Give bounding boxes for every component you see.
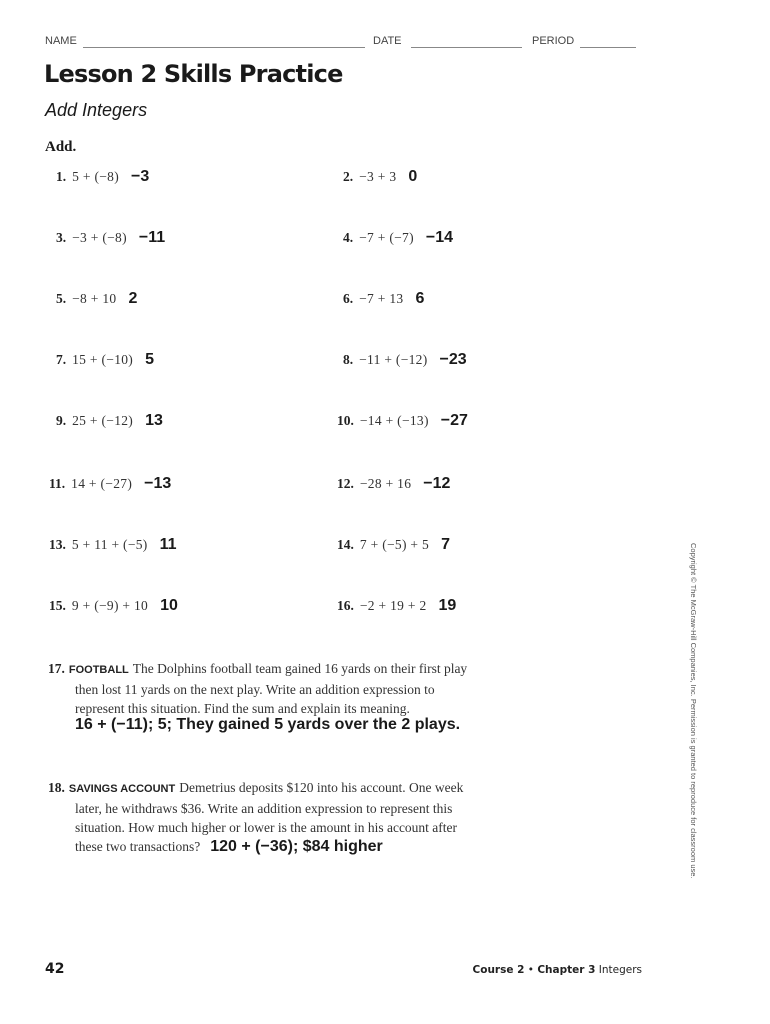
problem: [56, 290, 137, 308]
problem-expression: −3 + (−8): [72, 230, 127, 245]
problem-expression: −3 + 3: [359, 169, 397, 184]
problem: [56, 412, 163, 430]
problem-category: FOOTBALL: [68, 664, 129, 676]
problem-expression: 9 + (−9) + 10: [71, 598, 149, 613]
date-line: [411, 47, 522, 48]
problem-category: SAVINGS ACCOUNT: [68, 783, 176, 795]
problem-text: situation. How much higher or lower is the amount in his account after: [75, 820, 458, 835]
problem-number: 3.: [56, 230, 67, 245]
problem-number: 10.: [337, 413, 354, 428]
word-problem-savings: [48, 778, 568, 856]
problem-expression: 25 + (−12): [72, 413, 134, 428]
problem-text: these two transactions?: [75, 839, 201, 854]
page-number: 42: [45, 961, 65, 977]
date-label: DATE: [373, 35, 402, 47]
instruction: Add.: [45, 139, 77, 155]
problem: [56, 168, 149, 186]
page-title: Lesson 2 Skills Practice: [44, 60, 343, 88]
problem-answer: 16 + (−11); 5; They gained 5 yards over the 2 plays.: [75, 716, 461, 733]
problem-text: then lost 11 yards on the next play. Write an addition expression to: [75, 682, 435, 697]
problem-number: 9.: [56, 413, 67, 428]
problem: [337, 412, 468, 430]
name-label: NAME: [45, 35, 77, 47]
problem-answer: 6: [415, 290, 425, 307]
page-subtitle: Add Integers: [45, 100, 148, 120]
problem-expression: 14 + (−27): [71, 476, 133, 491]
problem-number: 12.: [337, 476, 354, 491]
problem: [343, 229, 453, 247]
problem-expression: 5 + (−8): [72, 169, 119, 184]
problem-expression: 7 + (−5) + 5: [359, 537, 430, 552]
period-line: [580, 47, 636, 48]
topic-label: Integers: [598, 964, 642, 976]
problem-text: represent this situation. Find the sum and explain its meaning.: [75, 701, 410, 716]
problem-answer: −13: [144, 475, 172, 492]
problem-expression: −7 + 13: [359, 291, 404, 306]
problem-number: 17.: [48, 661, 65, 676]
problem-number: 6.: [343, 291, 354, 306]
bullet-separator: •: [527, 964, 534, 976]
problem-answer: 13: [145, 412, 163, 429]
problem-number: 18.: [48, 780, 65, 795]
problem: [343, 168, 417, 186]
problem-number: 11.: [49, 476, 66, 491]
problem: [343, 290, 424, 308]
problem: [337, 536, 450, 554]
problem-answer: 5: [145, 351, 154, 368]
problem: [337, 475, 450, 493]
problem-expression: −11 + (−12): [359, 352, 428, 367]
problem-expression: −14 + (−13): [359, 413, 429, 428]
problem-expression: −8 + 10: [72, 291, 117, 306]
problem-expression: 15 + (−10): [72, 352, 134, 367]
word-problem-line: [48, 778, 568, 799]
problem-number: 15.: [49, 598, 66, 613]
page-footer: [473, 964, 642, 976]
word-problem-football: [48, 659, 568, 734]
problem-answer: 7: [441, 536, 450, 553]
problem-expression: −7 + (−7): [359, 230, 414, 245]
course-label: Course 2: [472, 964, 525, 976]
problem: [49, 475, 171, 493]
word-problem-line: [48, 659, 568, 680]
problem-expression: −2 + 19 + 2: [359, 598, 427, 613]
problem: [343, 351, 467, 369]
problem-expression: −28 + 16: [359, 476, 412, 491]
problem-answer: −3: [131, 168, 150, 185]
copyright-text: Copyright © The McGraw-Hill Companies, Inc. Permission is granted to reproduce for classroom use.: [689, 543, 698, 879]
problem-text: Demetrius deposits $120 into his account. One week: [179, 780, 464, 795]
problem-answer: −11: [138, 229, 166, 246]
problem-answer: 2: [128, 290, 138, 307]
problem-answer: 0: [408, 168, 418, 185]
problem-answer: −27: [440, 412, 468, 429]
problem: [56, 351, 154, 369]
copyright-notice: [688, 543, 698, 883]
problem-number: 13.: [49, 537, 66, 552]
problem: [49, 597, 178, 615]
problem-answer: −14: [425, 229, 454, 246]
problem-number: 8.: [343, 352, 354, 367]
problem: [49, 536, 177, 554]
problem-number: 2.: [343, 169, 354, 184]
problem-number: 1.: [56, 169, 67, 184]
problem: [337, 597, 456, 615]
problem-answer: −12: [423, 475, 451, 492]
problem-answer: −23: [439, 351, 467, 368]
problem-answer: 120 + (−36); $84 higher: [210, 838, 383, 855]
problem-answer: 11: [159, 536, 177, 553]
problem-number: 14.: [337, 537, 354, 552]
word-problem-line: [48, 837, 568, 856]
name-line: [83, 47, 365, 48]
problem-text: later, he withdraws $36. Write an addition expression to represent this: [75, 801, 453, 816]
problem-answer: 19: [438, 597, 457, 614]
period-label: PERIOD: [532, 35, 575, 47]
problem-expression: 5 + 11 + (−5): [71, 537, 148, 552]
problem-number: 4.: [343, 230, 354, 245]
problem-number: 5.: [56, 291, 67, 306]
problem-number: 7.: [56, 352, 67, 367]
problem-answer: 10: [160, 597, 178, 614]
problem-number: 16.: [337, 598, 354, 613]
chapter-label: Chapter 3: [537, 964, 596, 976]
problem-text: The Dolphins football team gained 16 yards on their first play: [132, 661, 468, 676]
problem: [56, 229, 165, 247]
